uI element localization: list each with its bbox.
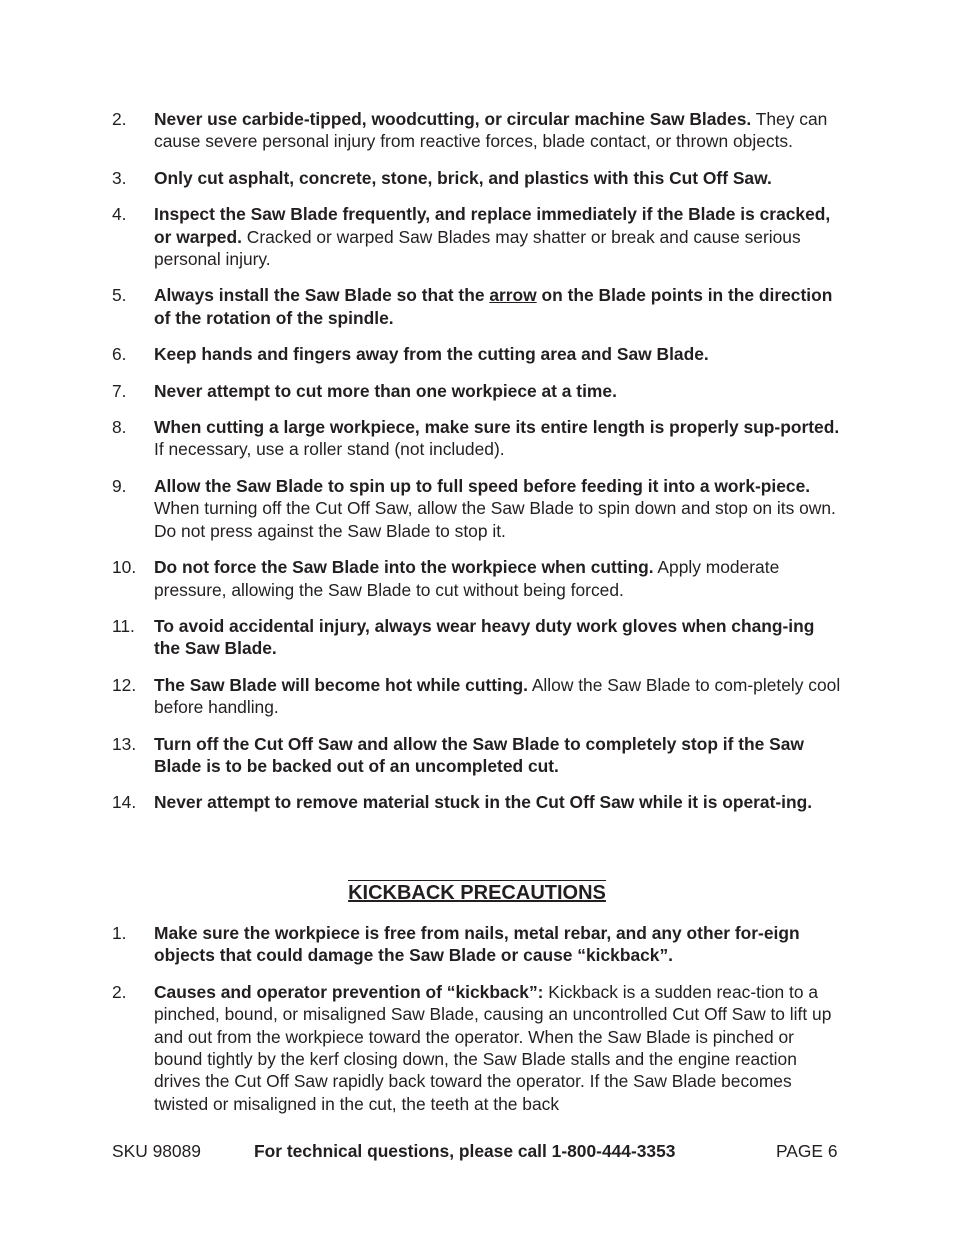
footer-page-number: PAGE 6 [776,1141,838,1161]
list-item: 2. Never use carbide-tipped, woodcutting, or circular machine Saw Blades. They can cause severe personal injury from reactive forces, blade contact, or thrown objects. [112,109,828,152]
list-item: 2. Causes and operator prevention of “kickback”: Kickback is a sudden reac-tion to a pinched, bound, or misaligned Saw Blade, causing an uncontrolled Cut Off Saw to lift up and out from the workpiece toward the operator. When the Saw Blade is pinched or bound tightly by the kerf closing down, the Saw Blade stalls and the engine reaction drives the Cut Off Saw rapidly back toward the operator. If the Saw Blade becomes twisted or misaligned in the cut, the teeth at the back [112,981,832,1114]
kickback-list [112,922,842,1129]
list-item: 11. To avoid accidental injury, always wear heavy duty work gloves when chang-ing the Saw Blade. [112,615,815,659]
list-item: 6. Keep hands and fingers away from the cutting area and Saw Blade. [112,344,709,365]
list-item: 12. The Saw Blade will become hot while cutting. Allow the Saw Blade to com-pletely cool before handling. [112,674,841,718]
list-item: 4. Inspect the Saw Blade frequently, and replace immediately if the Blade is cracked, or warped. Cracked or warped Saw Blades may shatter or break and cause serious personal injury. [112,204,831,270]
list-item: 14. Never attempt to remove material stuck in the Cut Off Saw while it is operat-ing. [112,792,813,813]
list-item: 3. Only cut asphalt, concrete, stone, brick, and plastics with this Cut Off Saw. [112,167,772,188]
list-item: 5. Always install the Saw Blade so that the arrow on the Blade points in the direction of the rotation of the spindle. [112,285,833,328]
safety-list [112,108,842,828]
list-item: 13. Turn off the Cut Off Saw and allow the Saw Blade to completely stop if the Saw Blade is to be backed out of an uncompleted cut. [112,733,804,776]
list-item: 10. Do not force the Saw Blade into the workpiece when cutting. Apply moderate pressure, allowing the Saw Blade to cut without being forced. [112,557,780,600]
list-item: 7. Never attempt to cut more than one workpiece at a time. [112,380,617,401]
footer-phone: For technical questions, please call 1-800-444-3353 [254,1141,676,1161]
section-heading: KICKBACK PRECAUTIONS [348,882,606,904]
list-item: 9. Allow the Saw Blade to spin up to full speed before feeding it into a work-piece. When turning off the Cut Off Saw, allow the Saw Blade to spin down and stop on its own. Do not press against the Saw Blade to stop it. [112,475,836,541]
list-item: 1. Make sure the workpiece is free from nails, metal rebar, and any other for-eign objects that could damage the Saw Blade or cause “kickback”. [112,923,800,966]
list-item: 8. When cutting a large workpiece, make sure its entire length is properly sup-ported. If necessary, use a roller stand (not included). [112,417,840,460]
arrow-emphasis: arrow [489,285,537,306]
footer-sku: SKU 98089 [112,1141,201,1161]
